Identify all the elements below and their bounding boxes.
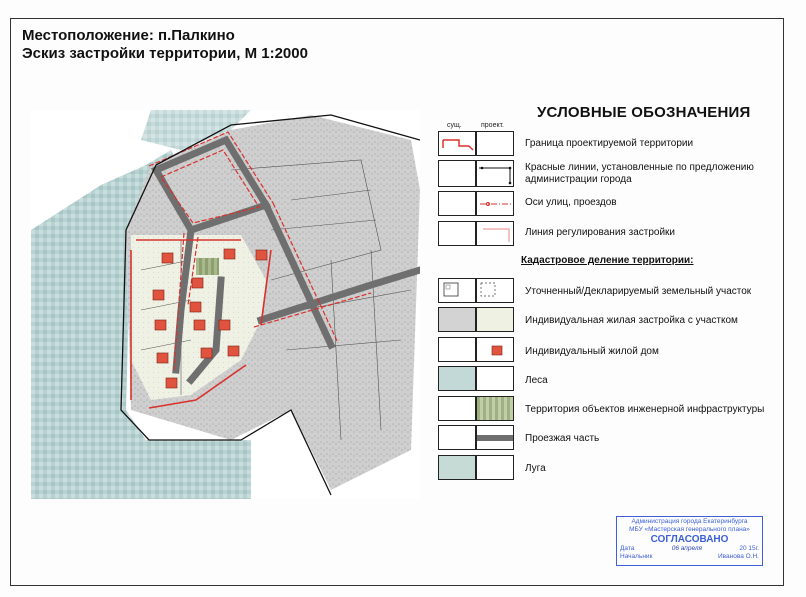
legend-project-boundary: [476, 131, 514, 156]
meadow-symbol: [438, 455, 476, 480]
legend-label-land-plot: Уточненный/Декларируемый земельный участок: [525, 286, 752, 297]
legend-existing-land-plot: [438, 278, 476, 303]
legend-project-meadow: [476, 455, 514, 480]
stamp-date-label: Дата: [620, 545, 635, 552]
legend-existing-red-line: [438, 160, 476, 187]
legend-label-house: Индивидуальный жилой дом: [525, 346, 659, 357]
legend-project-red-line: [476, 160, 514, 187]
legend-existing-boundary: [438, 131, 476, 156]
stamp-year: 20 15г.: [739, 545, 759, 552]
legend-label-forest: Леса: [525, 375, 548, 386]
legend-existing-building-line: [438, 221, 476, 246]
legend-project-building-line: [476, 221, 514, 246]
building-line-symbol: [477, 222, 514, 246]
legend-label-building-line: Линия регулирования застройки: [525, 227, 676, 238]
stamp-date-value: 06 апреля: [671, 545, 703, 552]
legend-project-street-axis: [476, 191, 514, 216]
legend-project-forest: [476, 366, 514, 391]
stamp-dept-line: МБУ «Мастерская генерального плана»: [629, 526, 750, 533]
location-title: Местоположение: п.Палкино: [22, 27, 235, 44]
legend-existing-roadway: [438, 425, 476, 450]
legend-existing-infrastructure: [438, 396, 476, 421]
legend-heading: УСЛОВНЫЕ ОБОЗНАЧЕНИЯ: [537, 104, 751, 121]
legend-existing-house: [438, 337, 476, 362]
legend-label-boundary: Граница проектируемой территории: [525, 138, 694, 149]
legend-label-meadow: Луга: [525, 463, 546, 474]
legend-project-residential: [476, 307, 514, 332]
red-line-symbol: [477, 161, 514, 187]
legend-col-project: проект.: [481, 122, 504, 129]
legend-label-roadway: Проезжая часть: [525, 433, 600, 444]
boundary-symbol: [439, 132, 476, 156]
stamp-chief-label: Начальник: [620, 553, 653, 560]
roadway-symbol: [477, 426, 514, 450]
infrastructure-symbol: [476, 396, 514, 421]
approval-stamp: [616, 516, 763, 566]
legend-project-land-plot: [476, 278, 514, 303]
house-symbol: [477, 338, 514, 362]
land-plot-symbol: [439, 279, 476, 303]
legend-label-infrastructure: Территория объектов инженерной инфраструктуры: [525, 404, 765, 415]
legend-existing-street-axis: [438, 191, 476, 216]
legend-label-residential: Индивидуальная жилая застройка с участком: [525, 315, 738, 326]
infrastructure-plot: [196, 258, 219, 275]
forest-symbol: [438, 366, 476, 391]
legend-col-existing: сущ.: [447, 122, 462, 129]
stamp-status: СОГЛАСОВАНО: [650, 534, 729, 545]
sketch-title: Эскиз застройки территории, М 1:2000: [22, 45, 308, 62]
legend-label-street-axis: Оси улиц, проездов: [525, 197, 617, 208]
stamp-chief-name: Иванова О.Н.: [717, 553, 759, 560]
residential-zone-symbol: [438, 307, 476, 332]
site-plan-map: [31, 110, 420, 499]
street-axis-symbol: [477, 192, 514, 216]
legend-project-house: [476, 337, 514, 362]
stamp-org-line: Администрация города Екатеринбурга: [631, 518, 748, 525]
legend-label-red-line: Красные линии, установленные по предложению администрации города: [525, 162, 754, 185]
legend-project-roadway: [476, 425, 514, 450]
cadastral-subheading: Кадастровое деление территории:: [521, 255, 694, 266]
